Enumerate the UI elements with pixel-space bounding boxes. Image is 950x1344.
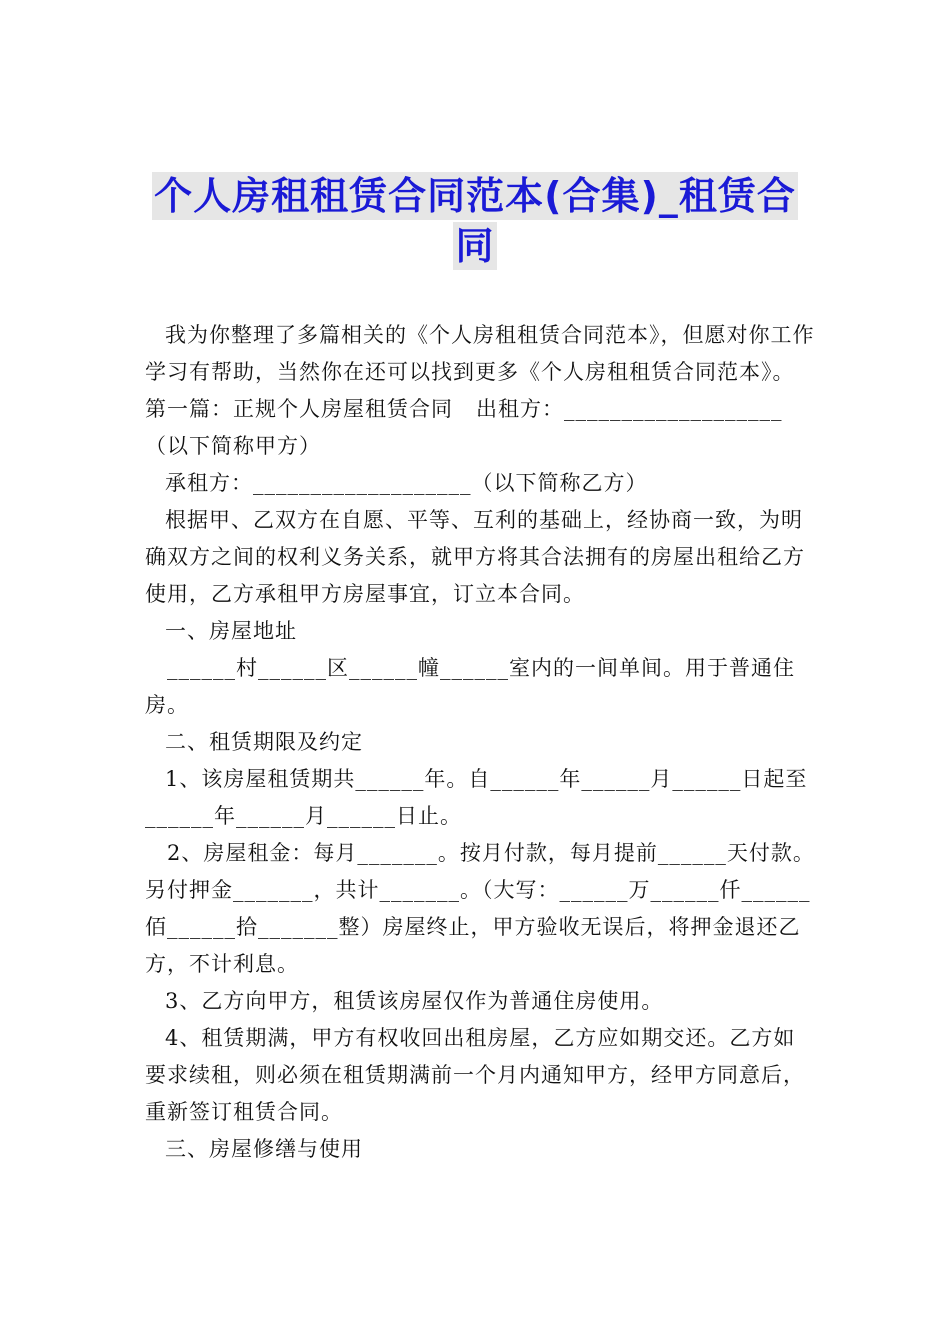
clause-4-paragraph: 4、租赁期满，甲方有权收回出租房屋，乙方应如期交还。乙方如要求续租，则必须在租赁期满前一个月内通知甲方，经甲方同意后，重新签订租赁合同。 [145, 1026, 805, 1124]
clause-2-paragraph: 2、房屋租金：每月_______。按月付款，每月提前______天付款。另付押金_______，共计_______。（大写：______万______仟______佰______拾_______整）房屋终止，甲方验收无误后，将押金退还乙方，不计利息。 [145, 841, 815, 976]
intro-paragraph: 我为你整理了多篇相关的《个人房租租赁合同范本》，但愿对你工作学习有帮助，当然你在还可以找到更多《个人房租租赁合同范本》。 [145, 323, 815, 384]
house-address-paragraph: ______村______区______幢______室内的一间单间。用于普通住房。 [145, 656, 795, 717]
document-title [100, 172, 850, 270]
section-first-party: 第一篇：正规个人房屋租赁合同 出租方：___________________（以下简称甲方） [145, 397, 783, 458]
title-line-1: 个人房租租赁合同范本(合集)_租赁合 [154, 174, 796, 218]
heading-repair-use: 三、房屋修缮与使用 [165, 1137, 363, 1161]
clause-1-paragraph: 1、该房屋租赁期共______年。自______年______月______日起至______年______月______日止。 [145, 767, 808, 828]
heading-house-address: 一、房屋地址 [165, 619, 297, 643]
clause-3-paragraph: 3、乙方向甲方，租赁该房屋仅作为普通住房使用。 [165, 989, 664, 1013]
document-body [145, 317, 815, 1168]
heading-lease-term: 二、租赁期限及约定 [165, 730, 363, 754]
title-line-2: 同 [455, 224, 495, 268]
agreement-basis-paragraph: 根据甲、乙双方在自愿、平等、互利的基础上，经协商一致，为明确双方之间的权利义务关系，就甲方将其合法拥有的房屋出租给乙方使用，乙方承租甲方房屋事宜，订立本合同。 [145, 508, 805, 606]
second-party-line: 承租方：___________________（以下简称乙方） [165, 471, 648, 495]
